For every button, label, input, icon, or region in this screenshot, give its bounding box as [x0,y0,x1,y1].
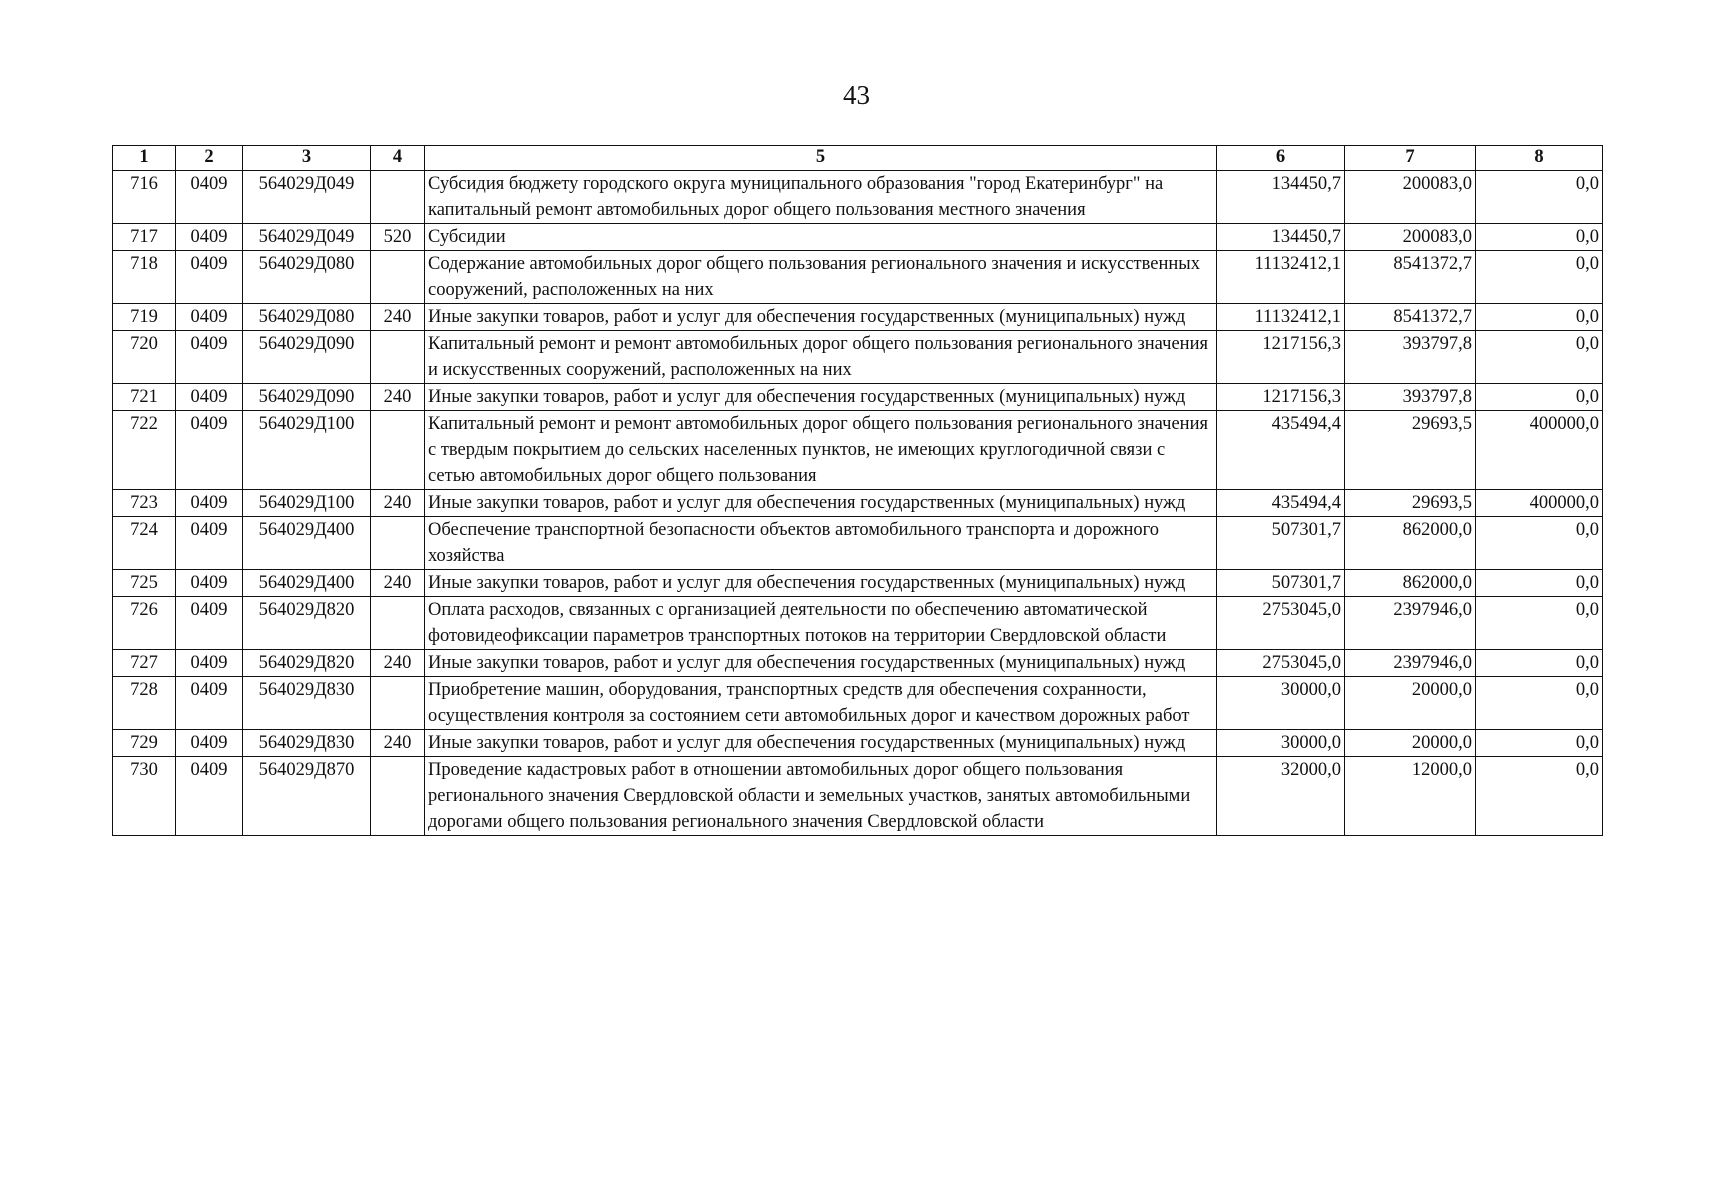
section-code: 0409 [176,757,243,836]
table-body [113,171,1603,836]
column-header: 2 [176,146,243,171]
amount-column-8: 400000,0 [1476,411,1603,490]
section-code: 0409 [176,251,243,304]
target-article-code: 564029Д090 [243,331,371,384]
section-code: 0409 [176,490,243,517]
expense-type-code [371,677,425,730]
section-code: 0409 [176,411,243,490]
target-article-code: 564029Д049 [243,224,371,251]
amount-column-7: 8541372,7 [1345,251,1476,304]
expense-type-code: 240 [371,304,425,331]
amount-column-6: 134450,7 [1217,171,1345,224]
expense-type-code [371,251,425,304]
target-article-code: 564029Д080 [243,251,371,304]
expense-type-code: 240 [371,490,425,517]
amount-column-6: 435494,4 [1217,490,1345,517]
amount-column-8: 0,0 [1476,171,1603,224]
expense-description: Иные закупки товаров, работ и услуг для обеспечения государственных (муниципальных) нужд [425,304,1217,331]
row-number: 723 [113,490,176,517]
expense-description: Иные закупки товаров, работ и услуг для обеспечения государственных (муниципальных) нужд [425,730,1217,757]
row-number: 726 [113,597,176,650]
amount-column-8: 400000,0 [1476,490,1603,517]
target-article-code: 564029Д820 [243,597,371,650]
amount-column-7: 393797,8 [1345,331,1476,384]
amount-column-7: 200083,0 [1345,171,1476,224]
column-header: 5 [425,146,1217,171]
column-header: 4 [371,146,425,171]
table-row [113,171,1603,224]
expense-description: Приобретение машин, оборудования, транспортных средств для обеспечения сохранности, осуществления контроля за состоянием сети автомобильных дорог и качеством дорожных работ [425,677,1217,730]
expense-description: Содержание автомобильных дорог общего пользования регионального значения и искусственных сооружений, расположенных на них [425,251,1217,304]
expense-type-code [371,517,425,570]
row-number: 725 [113,570,176,597]
expense-description: Проведение кадастровых работ в отношении автомобильных дорог общего пользования регионального значения Свердловской области и земельных участков, занятых автомобильными дорогами общего пользования регионального значения Свердловской области [425,757,1217,836]
amount-column-7: 29693,5 [1345,490,1476,517]
amount-column-8: 0,0 [1476,757,1603,836]
amount-column-8: 0,0 [1476,517,1603,570]
expense-type-code [371,597,425,650]
section-code: 0409 [176,384,243,411]
expense-description: Капитальный ремонт и ремонт автомобильных дорог общего пользования регионального значения с твердым покрытием до сельских населенных пунктов, не имеющих круглогодичной связи с сетью автомобильных дорог общего пользования [425,411,1217,490]
row-number: 730 [113,757,176,836]
amount-column-8: 0,0 [1476,570,1603,597]
expense-type-code [371,411,425,490]
amount-column-6: 507301,7 [1217,570,1345,597]
target-article-code: 564029Д870 [243,757,371,836]
amount-column-6: 134450,7 [1217,224,1345,251]
row-number: 721 [113,384,176,411]
amount-column-8: 0,0 [1476,677,1603,730]
row-number: 717 [113,224,176,251]
row-number: 718 [113,251,176,304]
amount-column-6: 1217156,3 [1217,331,1345,384]
expense-type-code [371,757,425,836]
expense-description: Оплата расходов, связанных с организацией деятельности по обеспечению автоматической фотовидеофиксации параметров транспортных потоков на территории Свердловской области [425,597,1217,650]
target-article-code: 564029Д400 [243,570,371,597]
table-row [113,730,1603,757]
section-code: 0409 [176,570,243,597]
row-number: 722 [113,411,176,490]
amount-column-8: 0,0 [1476,650,1603,677]
amount-column-6: 11132412,1 [1217,304,1345,331]
amount-column-8: 0,0 [1476,224,1603,251]
expense-description: Капитальный ремонт и ремонт автомобильных дорог общего пользования регионального значения и искусственных сооружений, расположенных на них [425,331,1217,384]
amount-column-6: 1217156,3 [1217,384,1345,411]
target-article-code: 564029Д049 [243,171,371,224]
expense-description: Иные закупки товаров, работ и услуг для обеспечения государственных (муниципальных) нужд [425,570,1217,597]
expense-description: Иные закупки товаров, работ и услуг для обеспечения государственных (муниципальных) нужд [425,490,1217,517]
amount-column-6: 2753045,0 [1217,650,1345,677]
target-article-code: 564029Д820 [243,650,371,677]
table-row [113,517,1603,570]
amount-column-8: 0,0 [1476,730,1603,757]
budget-table [112,145,1603,836]
section-code: 0409 [176,304,243,331]
row-number: 720 [113,331,176,384]
amount-column-7: 20000,0 [1345,730,1476,757]
table-row [113,490,1603,517]
expense-description: Обеспечение транспортной безопасности объектов автомобильного транспорта и дорожного хозяйства [425,517,1217,570]
amount-column-7: 2397946,0 [1345,650,1476,677]
expense-type-code: 240 [371,650,425,677]
expense-type-code: 240 [371,730,425,757]
amount-column-6: 30000,0 [1217,677,1345,730]
page-number: 43 [843,80,870,110]
amount-column-6: 32000,0 [1217,757,1345,836]
amount-column-7: 12000,0 [1345,757,1476,836]
row-number: 716 [113,171,176,224]
column-header: 8 [1476,146,1603,171]
table-row [113,304,1603,331]
amount-column-7: 862000,0 [1345,517,1476,570]
target-article-code: 564029Д100 [243,490,371,517]
amount-column-8: 0,0 [1476,251,1603,304]
row-number: 728 [113,677,176,730]
table-row [113,570,1603,597]
expense-type-code: 520 [371,224,425,251]
amount-column-8: 0,0 [1476,597,1603,650]
section-code: 0409 [176,331,243,384]
expense-type-code: 240 [371,570,425,597]
amount-column-7: 29693,5 [1345,411,1476,490]
amount-column-7: 393797,8 [1345,384,1476,411]
amount-column-6: 435494,4 [1217,411,1345,490]
amount-column-8: 0,0 [1476,304,1603,331]
table-row [113,411,1603,490]
section-code: 0409 [176,677,243,730]
section-code: 0409 [176,730,243,757]
amount-column-6: 507301,7 [1217,517,1345,570]
target-article-code: 564029Д400 [243,517,371,570]
row-number: 729 [113,730,176,757]
table-header-row [113,146,1603,171]
amount-column-8: 0,0 [1476,331,1603,384]
expense-description: Иные закупки товаров, работ и услуг для обеспечения государственных (муниципальных) нужд [425,384,1217,411]
expense-type-code: 240 [371,384,425,411]
column-header: 7 [1345,146,1476,171]
table-row [113,677,1603,730]
amount-column-7: 20000,0 [1345,677,1476,730]
row-number: 727 [113,650,176,677]
section-code: 0409 [176,171,243,224]
table-row [113,331,1603,384]
section-code: 0409 [176,224,243,251]
expense-type-code [371,171,425,224]
target-article-code: 564029Д830 [243,677,371,730]
expense-description: Иные закупки товаров, работ и услуг для обеспечения государственных (муниципальных) нужд [425,650,1217,677]
amount-column-7: 862000,0 [1345,570,1476,597]
expense-description: Субсидии [425,224,1217,251]
amount-column-7: 200083,0 [1345,224,1476,251]
table-row [113,251,1603,304]
table-row [113,597,1603,650]
amount-column-6: 30000,0 [1217,730,1345,757]
row-number: 719 [113,304,176,331]
table-row [113,757,1603,836]
section-code: 0409 [176,597,243,650]
amount-column-6: 2753045,0 [1217,597,1345,650]
expense-description: Субсидия бюджету городского округа муниципального образования "город Екатеринбург" на капитальный ремонт автомобильных дорог общего пользования местного значения [425,171,1217,224]
target-article-code: 564029Д100 [243,411,371,490]
expense-type-code [371,331,425,384]
amount-column-7: 2397946,0 [1345,597,1476,650]
target-article-code: 564029Д090 [243,384,371,411]
amount-column-7: 8541372,7 [1345,304,1476,331]
target-article-code: 564029Д080 [243,304,371,331]
table-row [113,224,1603,251]
table-row [113,650,1603,677]
section-code: 0409 [176,517,243,570]
target-article-code: 564029Д830 [243,730,371,757]
column-header: 1 [113,146,176,171]
row-number: 724 [113,517,176,570]
table-row [113,384,1603,411]
amount-column-6: 11132412,1 [1217,251,1345,304]
column-header: 6 [1217,146,1345,171]
column-header: 3 [243,146,371,171]
section-code: 0409 [176,650,243,677]
amount-column-8: 0,0 [1476,384,1603,411]
